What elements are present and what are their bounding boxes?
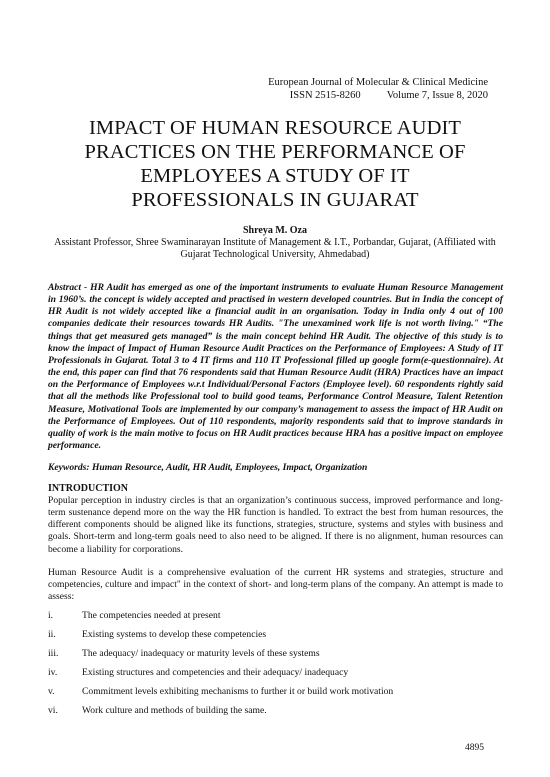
title-line: IMPACT OF HUMAN RESOURCE AUDIT: [88, 117, 462, 139]
journal-name: European Journal of Molecular & Clinical Medicine: [268, 77, 488, 88]
list-item: [48, 610, 503, 629]
paper-title: [40, 116, 510, 212]
list-numeral: vi.: [48, 705, 58, 717]
page-number: 4895: [465, 743, 484, 753]
intro-paragraph: Human Resource Audit is a comprehensive evaluation of the current HR systems and strategies, structure and competencies, culture and impact" in the context of short- and long-term plans of the company. An attempt is made to assess:: [48, 567, 503, 603]
title-line: PROFESSIONALS IN GUJARAT: [131, 189, 419, 211]
list-numeral: iv.: [48, 667, 58, 679]
journal-header: [268, 76, 488, 102]
author-name: Shreya M. Oza: [243, 225, 307, 236]
author-affiliation: Assistant Professor, Shree Swaminarayan Institute of Management & I.T., Porbandar, Gujarat, (Affiliated with Gujarat Technological University, Ahmedabad): [54, 237, 496, 260]
keywords: Keywords: Human Resource, Audit, HR Audit, Employees, Impact, Organization: [48, 462, 368, 473]
journal-issn: ISSN 2515-8260: [289, 90, 361, 101]
list-numeral: v.: [48, 686, 55, 698]
title-line: EMPLOYEES A STUDY OF IT: [140, 165, 410, 187]
list-item: [48, 667, 503, 686]
assessment-list: [48, 610, 503, 725]
list-item: [48, 648, 503, 667]
abstract: Abstract - HR Audit has emerged as one of the important instruments to evaluate Human Resource Management in 1960’s. the concept is widely accepted and practised in western developed countries. But in India the concept of HR Audit is not widely accepted like a financial audit in an organisation. Today in India only 4 out of 100 companies dedicate their resources towards HR Audits. "The unexamined work life is not worth living." “The things that get measured gets managed” is the main concept behind HR Audit. The objective of this study is to know the impact of Impact of Human Resource Audit Practices on the Performance of Employees: A Study of IT Professionals in Gujarat. Total 3 to 4 IT firms and 110 IT Professional filled up google form(e-questionnaire). At the end, this paper can find that 76 respondents said that Human Resource Audit (HRA) Practices have an impact on the Performance of Employees w.r.t Individual/Personal Factors (Employee level). 60 respondents rightly said that all the methods like Professional tool to build good teams, Performance Control Measure, Talent Retention Measure, Motivational Tools are implemented by our company’s management to assess the impact of HR Audit on the Performance of Employees. Out of 110 respondents, majority respondents said that to improve standards in quality of work is the main motive to focus on HR Audit practices because HRA has a positive impact on employee performance.: [48, 282, 503, 452]
list-numeral: ii.: [48, 629, 56, 641]
list-numeral: iii.: [48, 648, 59, 660]
list-text: Commitment levels exhibiting mechanisms to further it or build work motivation: [82, 686, 394, 698]
list-item: [48, 705, 503, 724]
intro-paragraph: Popular perception in industry circles is that an organization’s continuous success, improved performance and long-term sustenance depend more on the way the HR function is handled. To extract the best from human resources, the different components should be aligned like its functions, strategies, structure, systems and styles with business and goals. Short-term and long-term goals need to also need to be aligned. If there is no alignment, human resources can become a liability for corporations.: [48, 495, 503, 555]
journal-issue-line: [268, 89, 488, 102]
list-text: The adequacy/ inadequacy or maturity levels of these systems: [82, 648, 320, 660]
list-text: Existing structures and competencies and their adequacy/ inadequacy: [82, 667, 349, 679]
section-heading-introduction: INTRODUCTION: [48, 483, 129, 494]
list-text: The competencies needed at present: [82, 610, 221, 621]
list-item: [48, 686, 503, 705]
title-line: PRACTICES ON THE PERFORMANCE OF: [84, 141, 466, 163]
list-text: Existing systems to develop these competencies: [82, 629, 267, 641]
list-numeral: i.: [48, 610, 54, 621]
journal-volume: Volume 7, Issue 8, 2020: [386, 90, 488, 101]
list-text: Work culture and methods of building the same.: [82, 705, 267, 717]
list-item: [48, 629, 503, 648]
